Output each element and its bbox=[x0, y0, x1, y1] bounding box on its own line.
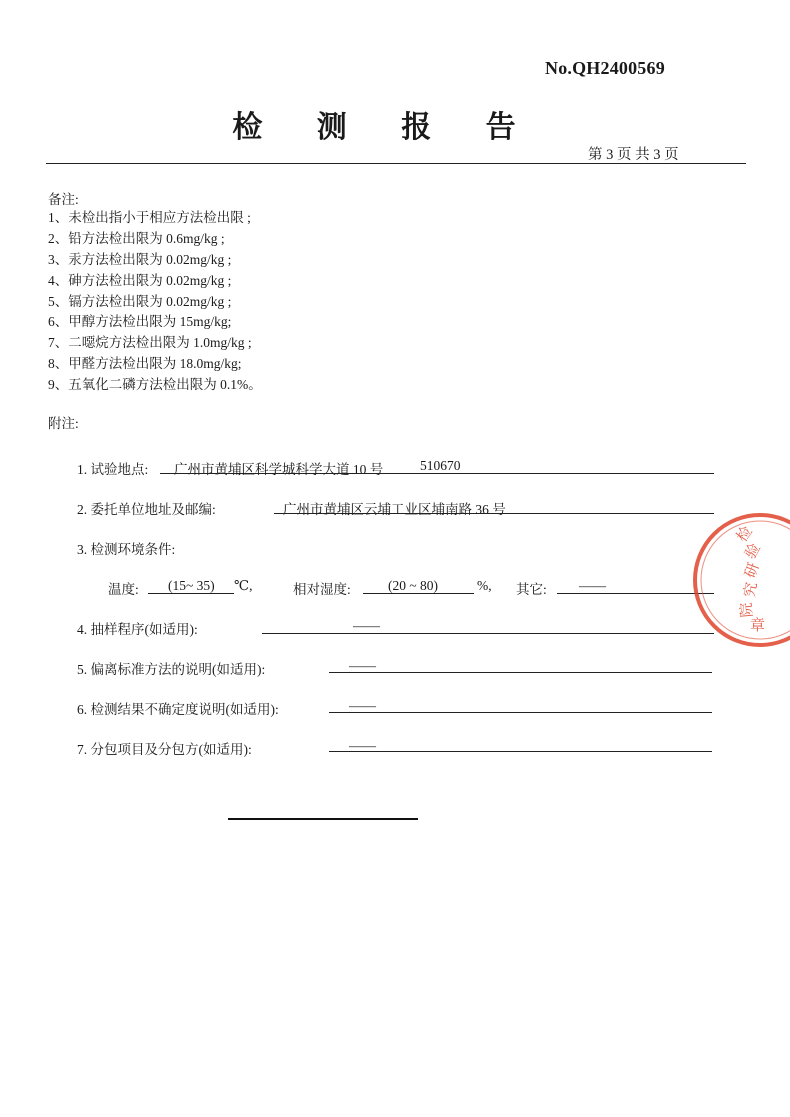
client-address-underline bbox=[274, 513, 714, 514]
temperature-value: (15~ 35) bbox=[168, 578, 215, 593]
svg-text:检: 检 bbox=[732, 522, 756, 546]
humidity-value: (20 ~ 80) bbox=[388, 578, 439, 593]
svg-text:院: 院 bbox=[736, 601, 756, 619]
subcontract-underline bbox=[329, 751, 712, 752]
remark-item: 8、甲醛方法检出限为 18.0mg/kg; bbox=[48, 356, 242, 372]
remarks-title: 备注: bbox=[48, 192, 79, 207]
remark-item: 6、甲醇方法检出限为 15mg/kg; bbox=[48, 314, 232, 330]
test-location-postcode: 510670 bbox=[420, 458, 461, 473]
remarks-list bbox=[48, 208, 262, 396]
temperature-unit: ℃, bbox=[234, 578, 253, 593]
humidity-unit: %, bbox=[477, 578, 492, 593]
page-indicator: 第 3 页 共 3 页 bbox=[588, 147, 679, 163]
humidity-label: 相对湿度: bbox=[293, 582, 351, 597]
test-location-value: 广州市黄埔区科学城科学大道 10 号 bbox=[174, 462, 384, 477]
client-address-label: 2. 委托单位地址及邮编: bbox=[77, 502, 216, 517]
subcontract-value: —— bbox=[349, 738, 376, 753]
uncertainty-value: —— bbox=[349, 698, 376, 713]
remark-item: 4、砷方法检出限为 0.02mg/kg ; bbox=[48, 272, 232, 288]
sampling-label: 4. 抽样程序(如适用): bbox=[77, 622, 198, 637]
uncertainty-label: 6. 检测结果不确定度说明(如适用): bbox=[77, 702, 279, 717]
test-location-label: 1. 试验地点: bbox=[77, 462, 149, 477]
remark-item: 2、铅方法检出限为 0.6mg/kg ; bbox=[48, 230, 225, 246]
header-divider bbox=[46, 163, 746, 164]
sampling-underline bbox=[262, 633, 714, 634]
appendix-title: 附注: bbox=[48, 416, 79, 431]
other-value: —— bbox=[579, 578, 606, 593]
other-label: 其它: bbox=[516, 582, 547, 597]
signature-line bbox=[228, 818, 418, 820]
official-seal-stamp bbox=[660, 505, 790, 655]
remark-item: 9、五氧化二磷方法检出限为 0.1%。 bbox=[48, 377, 262, 393]
test-location-underline bbox=[160, 473, 714, 474]
subcontract-label: 7. 分包项目及分包方(如适用): bbox=[77, 742, 252, 757]
svg-text:章: 章 bbox=[750, 616, 766, 634]
report-title: 检 测 报 告 bbox=[232, 110, 538, 145]
client-address-value: 广州市黄埔区云埔工业区埔南路 36 号 bbox=[283, 502, 506, 517]
humidity-underline bbox=[363, 593, 474, 594]
environment-label: 3. 检测环境条件: bbox=[77, 542, 176, 557]
remark-item: 3、汞方法检出限为 0.02mg/kg ; bbox=[48, 251, 232, 267]
remark-item: 1、未检出指小于相应方法检出限 ; bbox=[48, 210, 251, 225]
svg-text:研: 研 bbox=[740, 560, 763, 581]
report-number: No.QH2400569 bbox=[545, 58, 665, 78]
deviation-value: —— bbox=[349, 658, 376, 673]
deviation-underline bbox=[329, 672, 712, 673]
remark-item: 5、镉方法检出限为 0.02mg/kg ; bbox=[48, 293, 232, 309]
temperature-label: 温度: bbox=[108, 582, 139, 597]
deviation-label: 5. 偏离标准方法的说明(如适用): bbox=[77, 662, 266, 677]
uncertainty-underline bbox=[329, 712, 712, 713]
svg-text:验: 验 bbox=[740, 539, 764, 562]
temperature-underline bbox=[148, 593, 234, 594]
sampling-value: —— bbox=[353, 618, 380, 633]
remark-item: 7、二噁烷方法检出限为 1.0mg/kg ; bbox=[48, 335, 252, 351]
svg-text:究: 究 bbox=[740, 580, 761, 599]
